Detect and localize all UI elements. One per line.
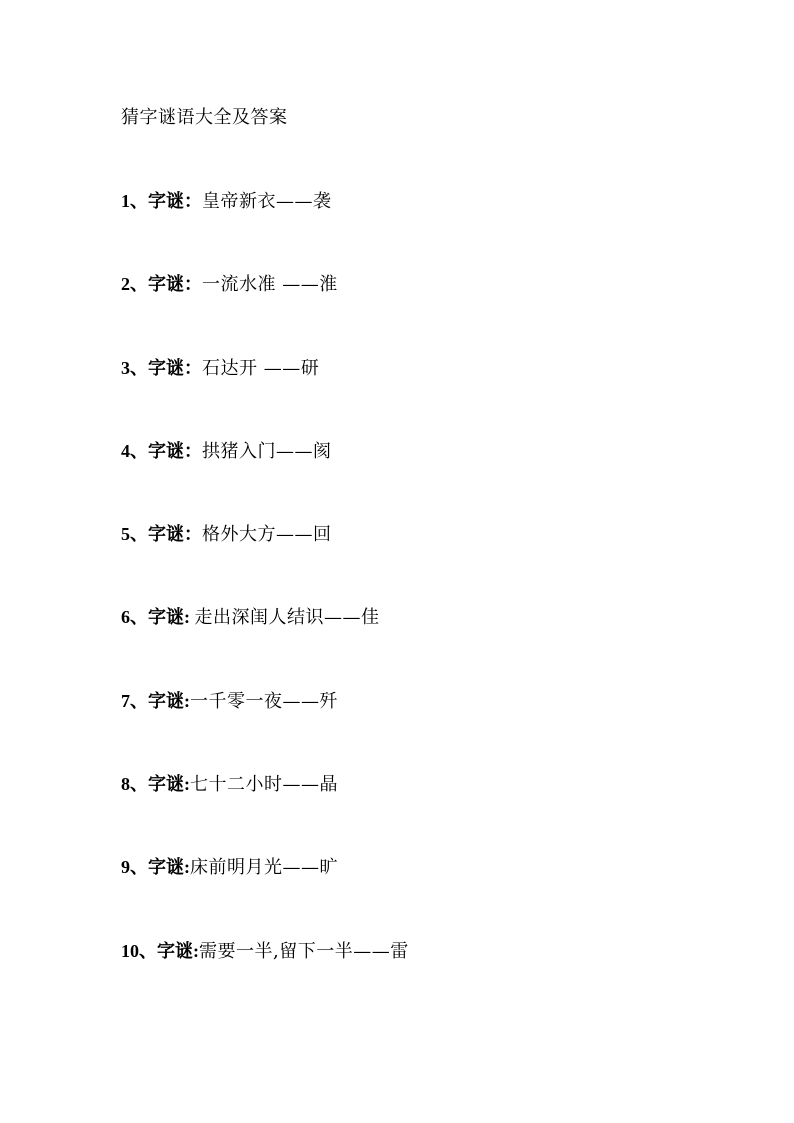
riddle-item — [121, 772, 409, 855]
riddle-item — [121, 605, 409, 688]
riddle-text: 一流水准 ——淮 — [202, 274, 338, 296]
riddle-number: 4 — [121, 440, 130, 461]
riddle-item — [121, 939, 409, 1022]
riddle-prefix: 、字谜： — [130, 524, 202, 545]
riddle-number: 10 — [121, 940, 139, 961]
riddle-prefix: 、字谜： — [130, 191, 202, 211]
riddle-list — [121, 189, 409, 1022]
riddle-number: 7 — [121, 690, 130, 711]
riddle-text: 需要一半,留下一半——雷 — [199, 940, 409, 962]
riddle-text: 拱猪入门——阂 — [202, 440, 332, 462]
riddle-item — [121, 689, 409, 772]
riddle-item — [121, 439, 409, 522]
riddle-text: 七十二小时——晶 — [190, 774, 338, 796]
riddle-prefix: 、字谜： — [130, 440, 202, 461]
riddle-item — [121, 522, 409, 605]
riddle-item — [121, 272, 409, 355]
riddle-text: 石达开 ——研 — [202, 357, 320, 379]
riddle-text: 走出深闺人结识——佳 — [194, 607, 380, 629]
riddle-text: 一千零一夜——歼 — [190, 690, 338, 712]
riddle-text: 皇帝新衣——袭 — [202, 191, 332, 212]
riddle-number: 2 — [121, 274, 130, 295]
riddle-prefix: 、字谜: — [130, 857, 190, 878]
riddle-prefix: 、字谜: — [130, 607, 195, 628]
riddle-text: 格外大方——回 — [202, 524, 332, 546]
riddle-number: 8 — [121, 774, 130, 795]
riddle-number: 9 — [121, 857, 130, 878]
riddle-prefix: 、字谜： — [130, 274, 202, 295]
riddle-prefix: 、字谜: — [130, 774, 190, 795]
riddle-prefix: 、字谜: — [139, 940, 199, 961]
riddle-number: 5 — [121, 524, 130, 545]
riddle-number: 1 — [121, 191, 130, 211]
riddle-number: 3 — [121, 357, 130, 378]
riddle-prefix: 、字谜： — [130, 357, 202, 378]
riddle-number: 6 — [121, 607, 130, 628]
riddle-prefix: 、字谜: — [130, 690, 190, 711]
riddle-item — [121, 189, 409, 272]
riddle-text: 床前明月光——旷 — [190, 857, 338, 879]
document-title: 猜字谜语大全及答案 — [121, 107, 288, 128]
riddle-item — [121, 356, 409, 439]
riddle-item — [121, 855, 409, 938]
